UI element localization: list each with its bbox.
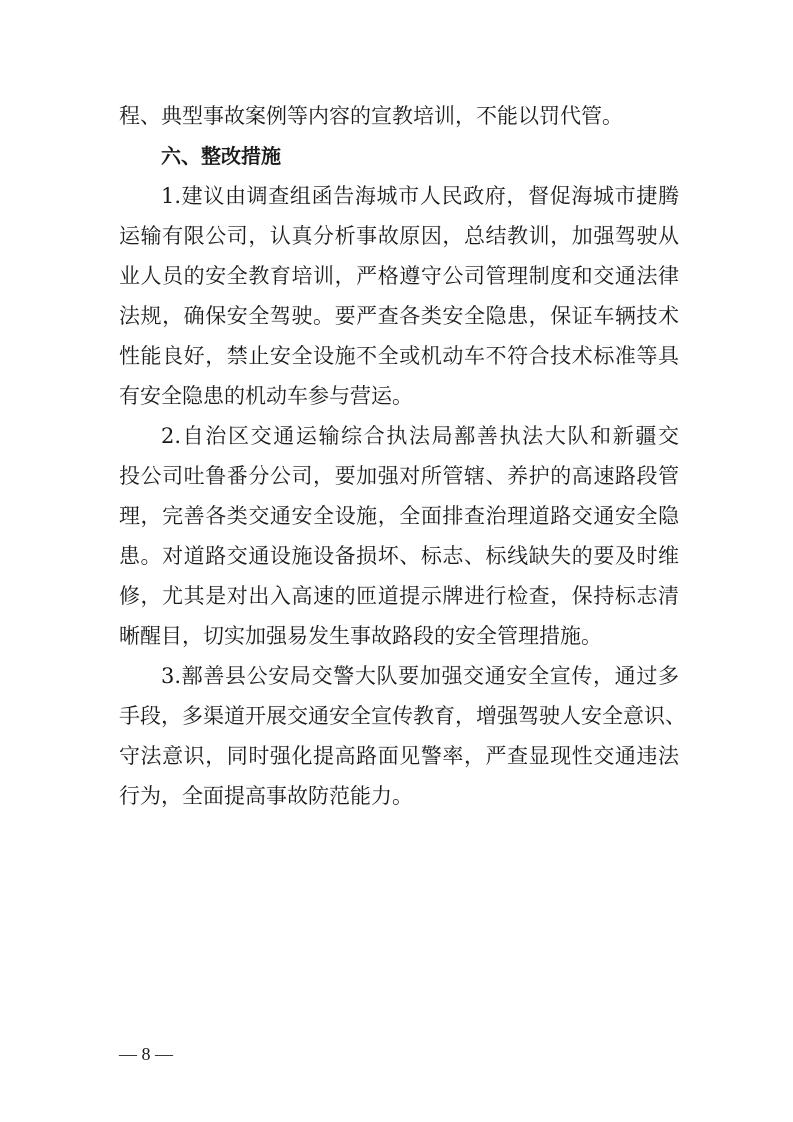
paragraph-line: 程、典型事故案例等内容的宣教培训，不能以罚代管。: [119, 104, 623, 128]
paragraph-line: 患。对道路交通设施设备损坏、标志、标线缺失的要及时维: [119, 544, 679, 568]
paragraph-line: 性能良好，禁止安全设施不全或机动车不符合技术标准等具: [119, 344, 679, 368]
paragraph-line: 理，完善各类交通安全设施，全面排查治理道路交通安全隐: [119, 504, 679, 528]
paragraph-line: 修，尤其是对出入高速的匝道提示牌进行检查，保持标志清: [119, 584, 679, 608]
paragraph-line: 运输有限公司，认真分析事故原因，总结教训，加强驾驶从: [119, 224, 679, 248]
paragraph-line: 3.鄯善县公安局交警大队要加强交通安全宣传，通过多: [161, 664, 679, 688]
paragraph-line: 1.建议由调查组函告海城市人民政府，督促海城市捷腾: [161, 184, 679, 208]
paragraph-line: 投公司吐鲁番分公司，要加强对所管辖、养护的高速路段管: [119, 464, 679, 488]
paragraph-line: 2.自治区交通运输综合执法局鄯善执法大队和新疆交: [161, 424, 679, 448]
paragraph-line: 有安全隐患的机动车参与营运。: [119, 384, 413, 408]
paragraph-line: 守法意识，同时强化提高路面见警率，严查显现性交通违法: [119, 744, 679, 768]
paragraph-line: 晰醒目，切实加强易发生事故路段的安全管理措施。: [119, 624, 602, 648]
page-number: — 8 —: [119, 1044, 173, 1064]
paragraph-line: 手段，多渠道开展交通安全宣传教育，增强驾驶人安全意识、: [119, 704, 686, 728]
paragraph-line: 行为，全面提高事故防范能力。: [119, 784, 413, 808]
section-heading: 六、整改措施: [161, 144, 281, 168]
paragraph-line: 法规，确保安全驾驶。要严查各类安全隐患，保证车辆技术: [119, 304, 679, 328]
paragraph-line: 业人员的安全教育培训，严格遵守公司管理制度和交通法律: [119, 264, 679, 288]
